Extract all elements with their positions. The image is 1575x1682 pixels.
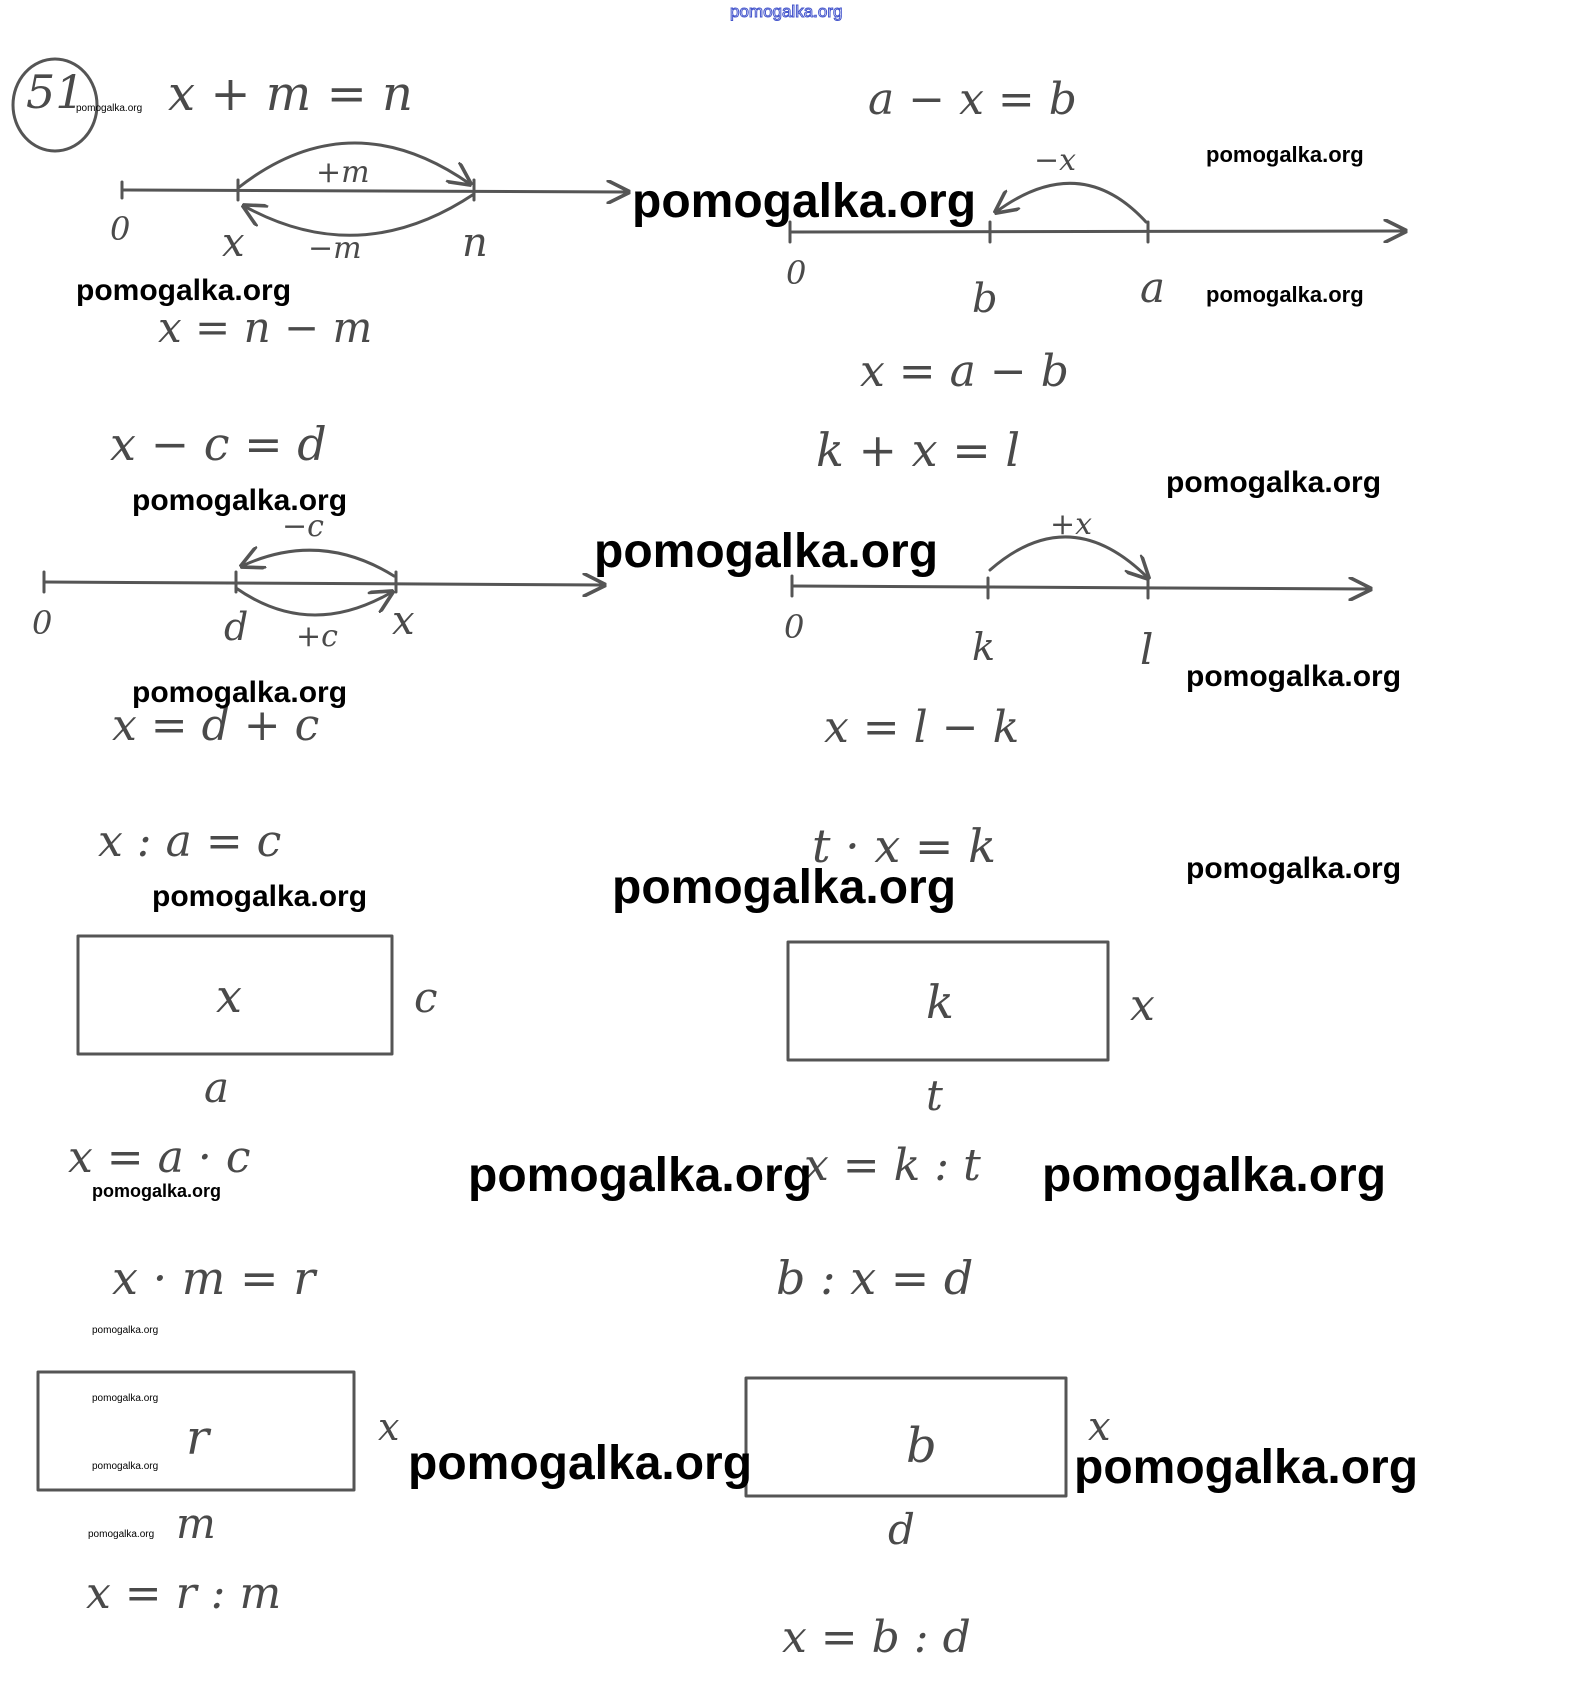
panel-3-number-line (44, 582, 604, 585)
panel-1-equation: x + m = n (168, 66, 413, 122)
panel-3-back-label: −c (282, 509, 324, 544)
panel-8 (746, 1251, 1111, 1663)
panel-8-inside: b (906, 1418, 937, 1474)
watermark: pomogalka.org (632, 175, 977, 228)
panel-2-arc-label: −x (1034, 143, 1077, 178)
watermark: pomogalka.org (1166, 466, 1382, 499)
panel-6-inside: k (926, 975, 954, 1029)
panel-1-back-arc (244, 194, 474, 235)
panel-4-answer: x = l − k (824, 702, 1020, 753)
watermark: pomogalka.org (76, 274, 292, 307)
panel-2-equation: a − x = b (868, 74, 1077, 125)
panel-4-origin: 0 (784, 608, 805, 646)
panel-8-side: x (1088, 1404, 1111, 1450)
panel-1-point-n: n (462, 220, 488, 266)
watermark: pomogalka.org (1206, 142, 1364, 167)
panel-2-point-a: a (1140, 263, 1166, 312)
panel-1-forward-label: +m (316, 155, 370, 190)
panel-4-arc-label: +x (1050, 507, 1093, 542)
watermark: pomogalka.org (92, 1461, 159, 1472)
panel-8-answer: x = b : d (782, 1612, 971, 1663)
watermark: pomogalka.org (1074, 1441, 1419, 1494)
panel-3-forward-label: +c (296, 619, 338, 654)
panel-3-equation: x − c = d (110, 417, 327, 471)
watermark: pomogalka.org (1186, 660, 1402, 693)
problem-number: 51 (26, 65, 85, 119)
panel-3-origin: 0 (32, 604, 53, 642)
watermark: pomogalka.org (132, 484, 348, 517)
panel-6-side: x (1130, 980, 1155, 1031)
panel-4-point-l: l (1140, 625, 1154, 674)
panel-7-bottom: m (176, 1499, 216, 1548)
panel-5-bottom: a (204, 1063, 230, 1112)
watermark: pomogalka.org (1186, 852, 1402, 885)
watermark: pomogalka.org (92, 1325, 159, 1336)
panel-7-inside: r (186, 1410, 209, 1466)
watermark: pomogalka.org (92, 1393, 159, 1404)
panel-6-equation: t · x = k (812, 819, 996, 873)
panel-1-number-line (122, 190, 628, 192)
watermark: pomogalka.org (1042, 1149, 1387, 1202)
watermark: pomogalka.org (1206, 282, 1364, 307)
watermark: pomogalka.org (468, 1149, 813, 1202)
panel-2-arc (996, 183, 1146, 222)
panel-2-point-b: b (972, 276, 998, 322)
panel-7-answer: x = r : m (86, 1568, 282, 1619)
panel-1-point-x: x (222, 220, 245, 266)
panel-1 (110, 66, 628, 352)
panel-5-inside: x (216, 969, 242, 1023)
panel-4-point-k: k (972, 625, 996, 669)
panel-6-bottom: t (926, 1071, 943, 1120)
panel-1-back-label: −m (308, 231, 362, 266)
panel-4-arc (990, 537, 1148, 578)
panel-3-point-x: x (392, 598, 415, 644)
panel-2-answer: x = a − b (860, 346, 1069, 397)
watermark: pomogalka.org (132, 676, 348, 709)
panel-1-origin: 0 (110, 210, 131, 248)
panel-5-equation: x : a = c (98, 816, 282, 867)
panel-2 (786, 74, 1405, 397)
watermark: pomogalka.org (88, 1529, 155, 1540)
panel-2-number-line (790, 231, 1405, 232)
panel-3-back-arc (242, 550, 394, 576)
panel-7 (38, 1251, 399, 1619)
panel-6-answer: x = k : t (804, 1140, 981, 1191)
watermark: pomogalka.org (612, 861, 957, 914)
panel-3-answer: x = d + c (112, 700, 320, 751)
panel-8-bottom: d (888, 1505, 915, 1554)
watermark: pomogalka.org (76, 103, 143, 114)
header-watermark: pomogalka.org (730, 2, 843, 21)
watermark: pomogalka.org (408, 1437, 753, 1490)
panel-7-equation: x · m = r (112, 1251, 316, 1305)
panel-5-answer: x = a · c (68, 1132, 251, 1183)
panel-3-forward-arc (236, 588, 392, 615)
panel-1-answer: x = n − m (158, 303, 373, 352)
watermark: pomogalka.org (152, 880, 368, 913)
panel-4-equation: k + x = l (816, 423, 1021, 477)
panel-2-origin: 0 (786, 254, 807, 292)
panel-3-point-d: d (224, 605, 249, 649)
watermark: pomogalka.org (594, 525, 939, 578)
panel-4-number-line (792, 586, 1370, 589)
panel-8-equation: b : x = d (776, 1251, 974, 1305)
panel-7-side: x (378, 1405, 400, 1449)
panel-5-side: c (414, 973, 438, 1022)
watermark: pomogalka.org (92, 1181, 222, 1201)
panel-5 (68, 816, 438, 1183)
